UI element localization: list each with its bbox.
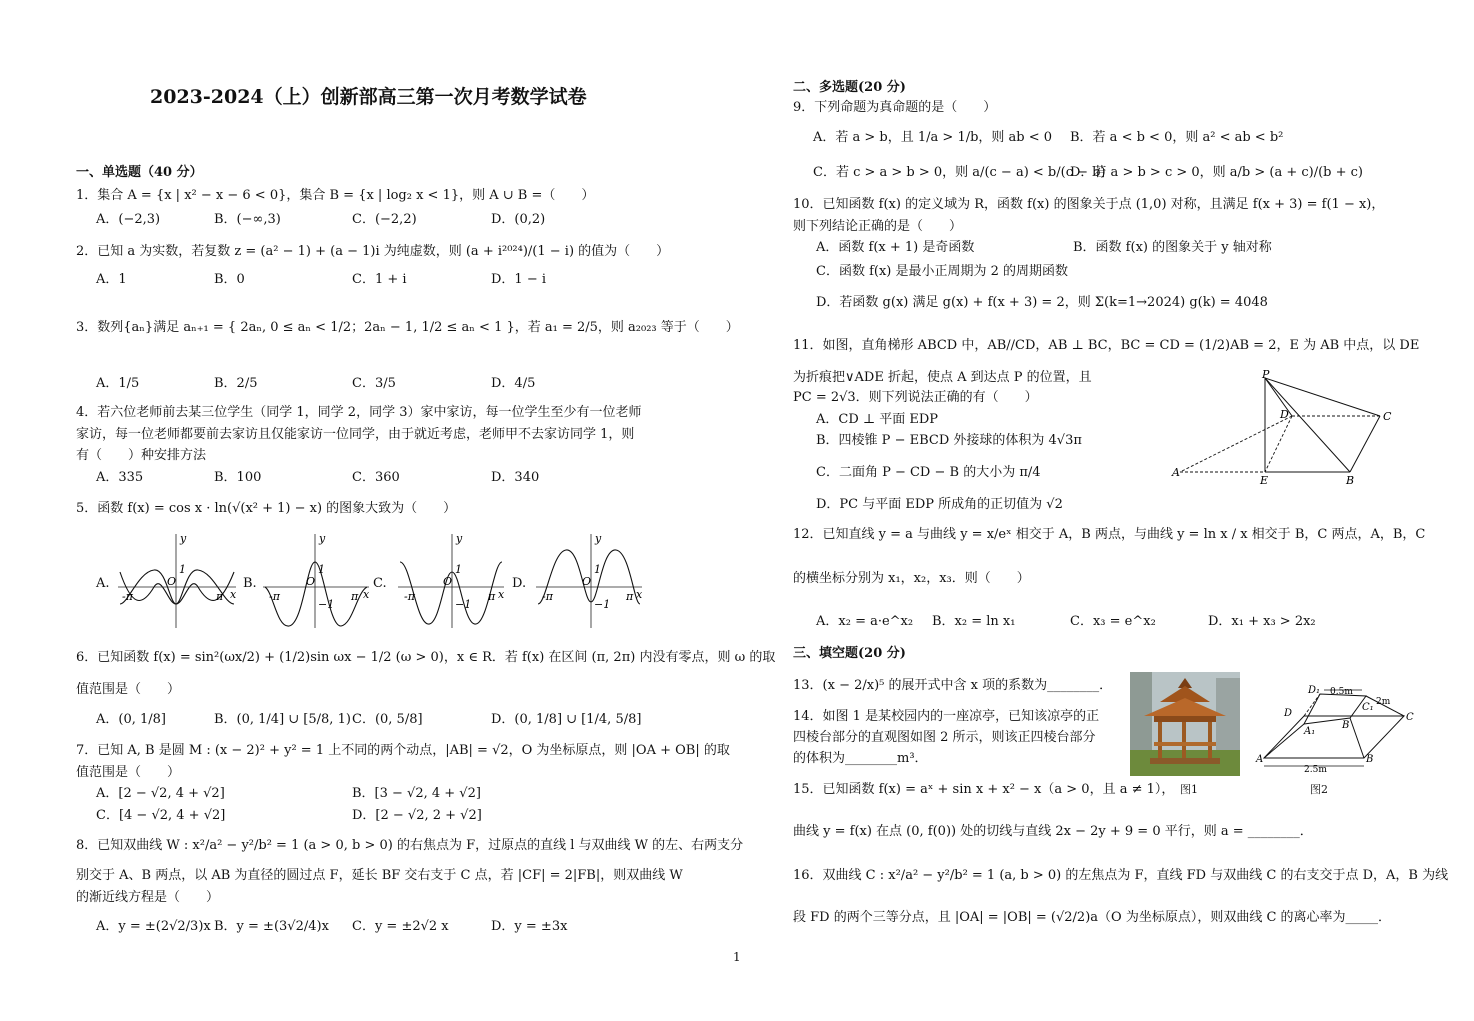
figure-1-caption: 图1 <box>1180 783 1198 796</box>
q5a-pi-label: π <box>216 590 224 603</box>
pavilion-photo <box>1130 672 1240 776</box>
q5d-negpi-label: -π <box>542 590 553 603</box>
q5d-x-label: x <box>636 588 643 601</box>
q12-option-c: C．x₃ = e^x₂ <box>1070 614 1156 629</box>
q12-option-a: A．x₂ = a·e^x₂ <box>816 614 914 629</box>
question-6-line-2: 值范围是（ ） <box>76 682 181 697</box>
question-1-stem: 1．集合 A = {x | x² − x − 6 < 0}，集合 B = {x | log₂ x < 1}，则 A ∪ B =（ ） <box>76 188 595 203</box>
q5d-origin-label: O <box>582 575 592 588</box>
q5c-pi-label: π <box>488 590 496 603</box>
q3-option-a: A．1/5 <box>96 376 140 391</box>
q5a-y-label: y <box>180 532 187 545</box>
q5d-pi-label: π <box>626 590 634 603</box>
q11-point-p: P <box>1262 368 1270 381</box>
question-10-line-1: 10．已知函数 f(x) 的定义域为 R，函数 f(x) 的图象关于点 (1,0) 对称，且满足 f(x + 3) = f(1 − x)， <box>793 197 1385 212</box>
q5b-negpi-label: -π <box>269 590 280 603</box>
q10-option-c: C．函数 f(x) 是最小正周期为 2 的周期函数 <box>816 264 1069 279</box>
q4-option-c: C．360 <box>352 470 400 485</box>
frustum-pt-c1: C₁ <box>1362 702 1374 713</box>
q4-option-b: B．100 <box>214 470 262 485</box>
q5-option-b: B. <box>243 576 257 591</box>
section-heading-single-choice: 一、单选题（40 分） <box>76 165 203 180</box>
q5b-one-label: 1 <box>318 563 325 576</box>
q5d-y-label: y <box>595 532 602 545</box>
q2-option-b: B．0 <box>214 272 245 287</box>
q9-option-a: A．若 a > b，且 1/a > 1/b，则 ab < 0 <box>813 130 1053 145</box>
q5-option-d: D. <box>512 576 527 591</box>
q11-option-a: A．CD ⊥ 平面 EDP <box>816 412 939 427</box>
question-13-stem: 13．(x − 2/x)⁵ 的展开式中含 x 项的系数为________． <box>793 678 1113 693</box>
q2-option-a: A．1 <box>96 272 127 287</box>
q11-option-c: C．二面角 P − CD − B 的大小为 π/4 <box>816 465 1041 480</box>
q5d-negone-label: −1 <box>594 598 611 611</box>
question-15-line-1: 15．已知函数 f(x) = aˣ + sin x + x² − x（a > 0，且 a ≠ 1）， <box>793 782 1175 797</box>
q5c-negone-label: −1 <box>455 598 472 611</box>
q6-option-a: A．(0, 1/8] <box>96 712 166 727</box>
q5-option-c: C. <box>373 576 387 591</box>
frustum-pt-b: B <box>1366 754 1374 765</box>
q6-option-d: D．(0, 1/8] ∪ [1/4, 5/8] <box>491 712 642 727</box>
q8-option-d: D．y = ±3x <box>491 919 568 934</box>
q3-option-c: C．3/5 <box>352 376 396 391</box>
q11-point-c: C <box>1383 410 1392 423</box>
q11-point-a: A <box>1172 466 1180 479</box>
question-11-line-1: 11．如图，直角梯形 ABCD 中，AB//CD，AB ⊥ BC，BC = CD = (1/2)AB = 2，E 为 AB 中点，以 DE <box>793 338 1420 353</box>
q11-point-b: B <box>1346 474 1355 487</box>
q2-option-d: D．1 − i <box>491 272 547 287</box>
q5c-origin-label: O <box>443 575 453 588</box>
frustum-pt-d: D <box>1284 708 1293 719</box>
q5c-x-label: x <box>498 588 505 601</box>
question-5-stem: 5．函数 f(x) = cos x · ln(√(x² + 1) − x) 的图象大致为（ ） <box>76 501 457 516</box>
frustum-pt-a1: A₁ <box>1304 726 1316 737</box>
q7-option-a: A．[2 − √2, 4 + √2] <box>96 786 225 801</box>
q12-option-d: D．x₁ + x₃ > 2x₂ <box>1208 614 1316 629</box>
question-11-line-2: 为折痕把∨ADE 折起，使点 A 到达点 P 的位置，且 <box>793 370 1092 385</box>
q8-option-c: C．y = ±2√2 x <box>352 919 449 934</box>
q5c-y-label: y <box>456 532 463 545</box>
q5c-negpi-label: -π <box>404 590 415 603</box>
q5d-one-label: 1 <box>594 563 601 576</box>
frustum-pt-c: C <box>1406 712 1414 723</box>
question-12-line-2: 的横坐标分别为 x₁，x₂，x₃．则（ ） <box>793 571 1030 586</box>
section-heading-fill-in: 三、填空题(20 分) <box>793 646 906 661</box>
q5a-negpi-label: -π <box>122 590 133 603</box>
q5-graph-a <box>118 532 236 628</box>
frustum-bottom-dim: 2.5m <box>1304 765 1327 775</box>
question-4-line-3: 有（ ）种安排方法 <box>76 448 207 463</box>
question-3-stem: 3．数列{aₙ}满足 aₙ₊₁ = { 2aₙ, 0 ≤ aₙ < 1/2；2aₙ − 1, 1/2 ≤ aₙ < 1 }，若 a₁ = 2/5，则 a₂₀₂₃ 等于（ ） <box>76 320 739 335</box>
q5-option-a: A. <box>96 576 110 591</box>
q1-option-d: D．(0,2) <box>491 212 546 227</box>
frustum-figure <box>1254 682 1414 775</box>
question-10-line-2: 则下列结论正确的是（ ） <box>793 219 963 234</box>
q5a-x-label: x <box>230 588 237 601</box>
question-7-line-2: 值范围是（ ） <box>76 765 181 780</box>
figure-2-caption: 图2 <box>1310 783 1328 796</box>
question-16-line-2: 段 FD 的两个三等分点，且 |OA| = |OB| = (√2/2)a（O 为坐标原点），则双曲线 C 的离心率为_____． <box>793 910 1392 925</box>
frustum-pt-b1: B <box>1342 720 1350 731</box>
q10-option-a: A．函数 f(x + 1) 是奇函数 <box>816 240 975 255</box>
question-14-line-3: 的体积为________m³． <box>793 751 928 766</box>
q6-option-b: B．(0, 1/4] ∪ [5/8, 1) <box>214 712 351 727</box>
q5b-x-label: x <box>363 588 370 601</box>
q5a-origin-label: O <box>167 575 177 588</box>
frustum-pt-d1: D₁ <box>1308 685 1321 696</box>
q11-pyramid-figure <box>1170 368 1400 486</box>
q1-option-c: C．(−2,2) <box>352 212 417 227</box>
q5b-y-label: y <box>319 532 326 545</box>
question-8-line-3: 的渐近线方程是（ ） <box>76 890 220 905</box>
q5b-pi-label: π <box>351 590 359 603</box>
q12-option-b: B．x₂ = ln x₁ <box>932 614 1016 629</box>
question-8-line-1: 8．已知双曲线 W : x²/a² − y²/b² = 1 (a > 0, b > 0) 的右焦点为 F，过原点的直线 l 与双曲线 W 的左、右两支分 <box>76 838 744 853</box>
q6-option-c: C．(0, 5/8] <box>352 712 423 727</box>
frustum-side-dim: 2m <box>1376 697 1391 707</box>
question-7-line-1: 7．已知 A, B 是圆 M : (x − 2)² + y² = 1 上不同的两个动点，|AB| = √2，O 为坐标原点，则 |OA + OB| 的取 <box>76 743 730 758</box>
q7-option-c: C．[4 − √2, 4 + √2] <box>96 808 226 823</box>
q5b-negone-label: −1 <box>318 598 335 611</box>
question-12-line-1: 12．已知直线 y = a 与曲线 y = x/eˣ 相交于 A，B 两点，与曲线 y = ln x / x 相交于 B，C 两点，A，B，C <box>793 527 1426 542</box>
section-heading-multi-choice: 二、多选题(20 分) <box>793 80 906 95</box>
q9-option-c: C．若 c > a > b > 0，则 a/(c − a) < b/(c − b) <box>813 165 1106 180</box>
question-14-line-1: 14．如图 1 是某校园内的一座凉亭，已知该凉亭的正 <box>793 709 1100 724</box>
question-16-line-1: 16．双曲线 C : x²/a² − y²/b² = 1 (a, b > 0) 的左焦点为 F，直线 FD 与双曲线 C 的右支交于点 D，A，B 为线 <box>793 868 1449 883</box>
question-11-line-3: PC = 2√3．则下列说法正确的有（ ） <box>793 390 1038 405</box>
q7-option-b: B．[3 − √2, 4 + √2] <box>352 786 481 801</box>
frustum-pt-a: A <box>1256 754 1264 765</box>
q8-option-a: A．y = ±(2√2/3)x <box>96 919 211 934</box>
q7-option-d: D．[2 − √2, 2 + √2] <box>352 808 482 823</box>
q5-graph-c <box>398 532 504 628</box>
q5a-one-label: 1 <box>179 563 186 576</box>
question-14-line-2: 四棱台部分的直观图如图 2 所示，则该正四棱台部分 <box>793 730 1096 745</box>
q11-point-e: E <box>1260 474 1269 487</box>
page-number: 1 <box>733 950 741 964</box>
question-4-line-1: 4．若六位老师前去某三位学生（同学 1，同学 2，同学 3）家中家访，每一位学生至少有一位老师 <box>76 405 642 420</box>
q11-point-d: D <box>1280 408 1289 421</box>
q11-option-d: D．PC 与平面 EDP 所成角的正切值为 √2 <box>816 497 1063 512</box>
q8-option-b: B．y = ±(3√2/4)x <box>214 919 329 934</box>
question-4-line-2: 家访，每一位老师都要前去家访且仅能家访一位同学，由于就近考虑，老师甲不去家访同学 1，则 <box>76 427 635 442</box>
q2-option-c: C．1 + i <box>352 272 407 287</box>
q5b-origin-label: O <box>306 575 316 588</box>
question-2-stem: 2．已知 a 为实数，若复数 z = (a² − 1) + (a − 1)i 为纯虚数，则 (a + i²⁰²⁴)/(1 − i) 的值为（ ） <box>76 244 670 259</box>
q4-option-d: D．340 <box>491 470 540 485</box>
q3-option-d: D．4/5 <box>491 376 536 391</box>
q10-option-b: B．函数 f(x) 的图象关于 y 轴对称 <box>1073 240 1272 255</box>
q4-option-a: A．335 <box>96 470 144 485</box>
q9-option-b: B．若 a < b < 0，则 a² < ab < b² <box>1070 130 1284 145</box>
q5c-one-label: 1 <box>455 563 462 576</box>
question-8-line-2: 别交于 A、B 两点，以 AB 为直径的圆过点 F，延长 BF 交右支于 C 点，若 |CF| = 2|FB|，则双曲线 W <box>76 868 683 883</box>
q11-option-b: B．四棱锥 P − EBCD 外接球的体积为 4√3π <box>816 433 1082 448</box>
q5-graph-d <box>536 532 642 628</box>
question-6-line-1: 6．已知函数 f(x) = sin²(ωx/2) + (1/2)sin ωx − 1/2 (ω > 0)，x ∈ R．若 f(x) 在区间 (π, 2π) 内没有零点，则 ω 的取 <box>76 650 776 665</box>
q1-option-b: B．(−∞,3) <box>214 212 281 227</box>
q9-option-d: D．若 a > b > c > 0，则 a/b > (a + c)/(b + c) <box>1070 165 1364 180</box>
q3-option-b: B．2/5 <box>214 376 258 391</box>
q10-option-d: D．若函数 g(x) 满足 g(x) + f(x + 3) = 2，则 Σ(k=1→2024) g(k) = 4048 <box>816 295 1268 310</box>
q1-option-a: A．(−2,3) <box>96 212 161 227</box>
question-9-stem: 9．下列命题为真命题的是（ ） <box>793 100 997 115</box>
frustum-top-dim: 0.5m <box>1330 687 1353 697</box>
question-15-line-2: 曲线 y = f(x) 在点 (0, f(0)) 处的切线与直线 2x − 2y + 9 = 0 平行，则 a = ________． <box>793 824 1313 839</box>
page-title: 2023-2024（上）创新部高三第一次月考数学试卷 <box>150 86 587 108</box>
q5-graph-b <box>263 532 369 628</box>
